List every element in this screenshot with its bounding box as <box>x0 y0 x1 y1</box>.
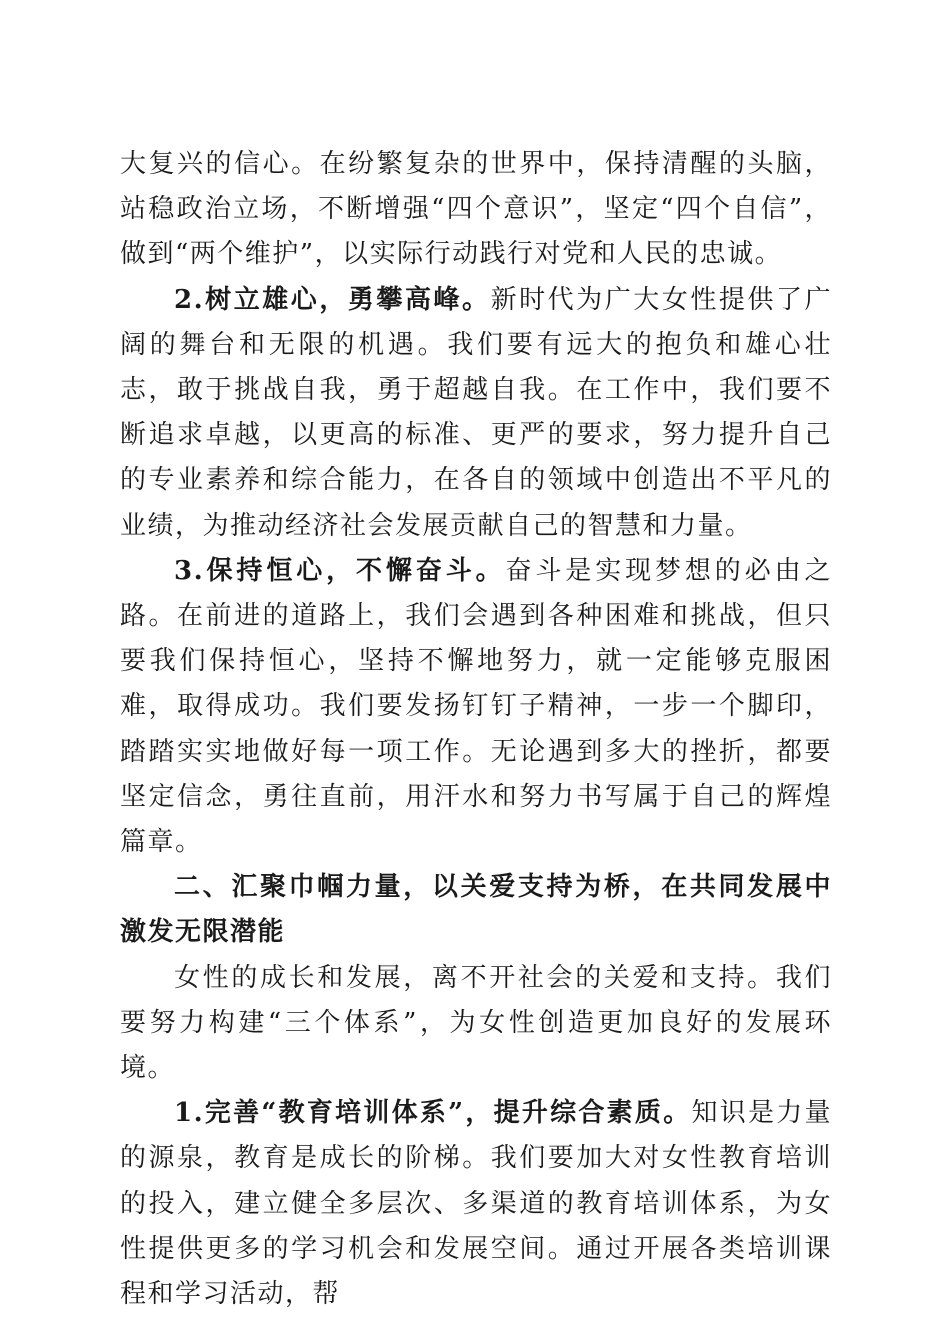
paragraph-lead: 3.保持恒心，不懈奋斗。 <box>174 555 506 586</box>
section-heading-text: 二、汇聚巾帼力量，以关爱支持为桥，在共同发展中激发无限潜能 <box>120 872 832 948</box>
paragraph-lead: 1.完善“教育培训体系”，提升综合素质。 <box>174 1098 692 1129</box>
section-heading <box>120 865 832 955</box>
paragraph-perseverance <box>120 549 832 865</box>
paragraph-lead: 2.树立雄心，勇攀高峰。 <box>174 284 491 315</box>
paragraph-text: 知识是力量的源泉，教育是成长的阶梯。我们要加大对女性教育培训的投入，建立健全多层次、多渠道的教育培训体系，为女性提供更多的学习机会和发展空间。通过开展各类培训课程和学习活动，帮 <box>120 1098 832 1310</box>
paragraph-continuation <box>120 142 832 278</box>
paragraph-text: 奋斗是实现梦想的必由之路。在前进的道路上，我们会遇到各种困难和挑战，但只要我们保持恒心，坚持不懈地努力，就一定能够克服困难，取得成功。我们要发扬钉钉子精神，一步一个脚印，踏踏实实地做好每一项工作。无论遇到多大的挫折，都要坚定信念，勇往直前，用汗水和努力书写属于自己的辉煌篇章。 <box>120 555 832 858</box>
paragraph-education <box>120 1091 832 1317</box>
paragraph-text: 新时代为广大女性提供了广阔的舞台和无限的机遇。我们要有远大的抱负和雄心壮志，敢于挑战自我，勇于超越自我。在工作中，我们要不断追求卓越，以更高的标准、更严的要求，努力提升自己的专业素养和综合能力，在各自的领域中创造出不平凡的业绩，为推动经济社会发展贡献自己的智慧和力量。 <box>120 284 832 541</box>
paragraph-intro <box>120 956 832 1092</box>
paragraph-ambition <box>120 278 832 549</box>
paragraph-text: 女性的成长和发展，离不开社会的关爱和支持。我们要努力构建“三个体系”，为女性创造更加良好的发展环境。 <box>120 962 832 1084</box>
paragraph-text: 大复兴的信心。在纷繁复杂的世界中，保持清醒的头脑，站稳政治立场，不断增强“四个意识”，坚定“四个自信”，做到“两个维护”，以实际行动践行对党和人民的忠诚。 <box>120 149 832 270</box>
document-body <box>120 142 832 1317</box>
